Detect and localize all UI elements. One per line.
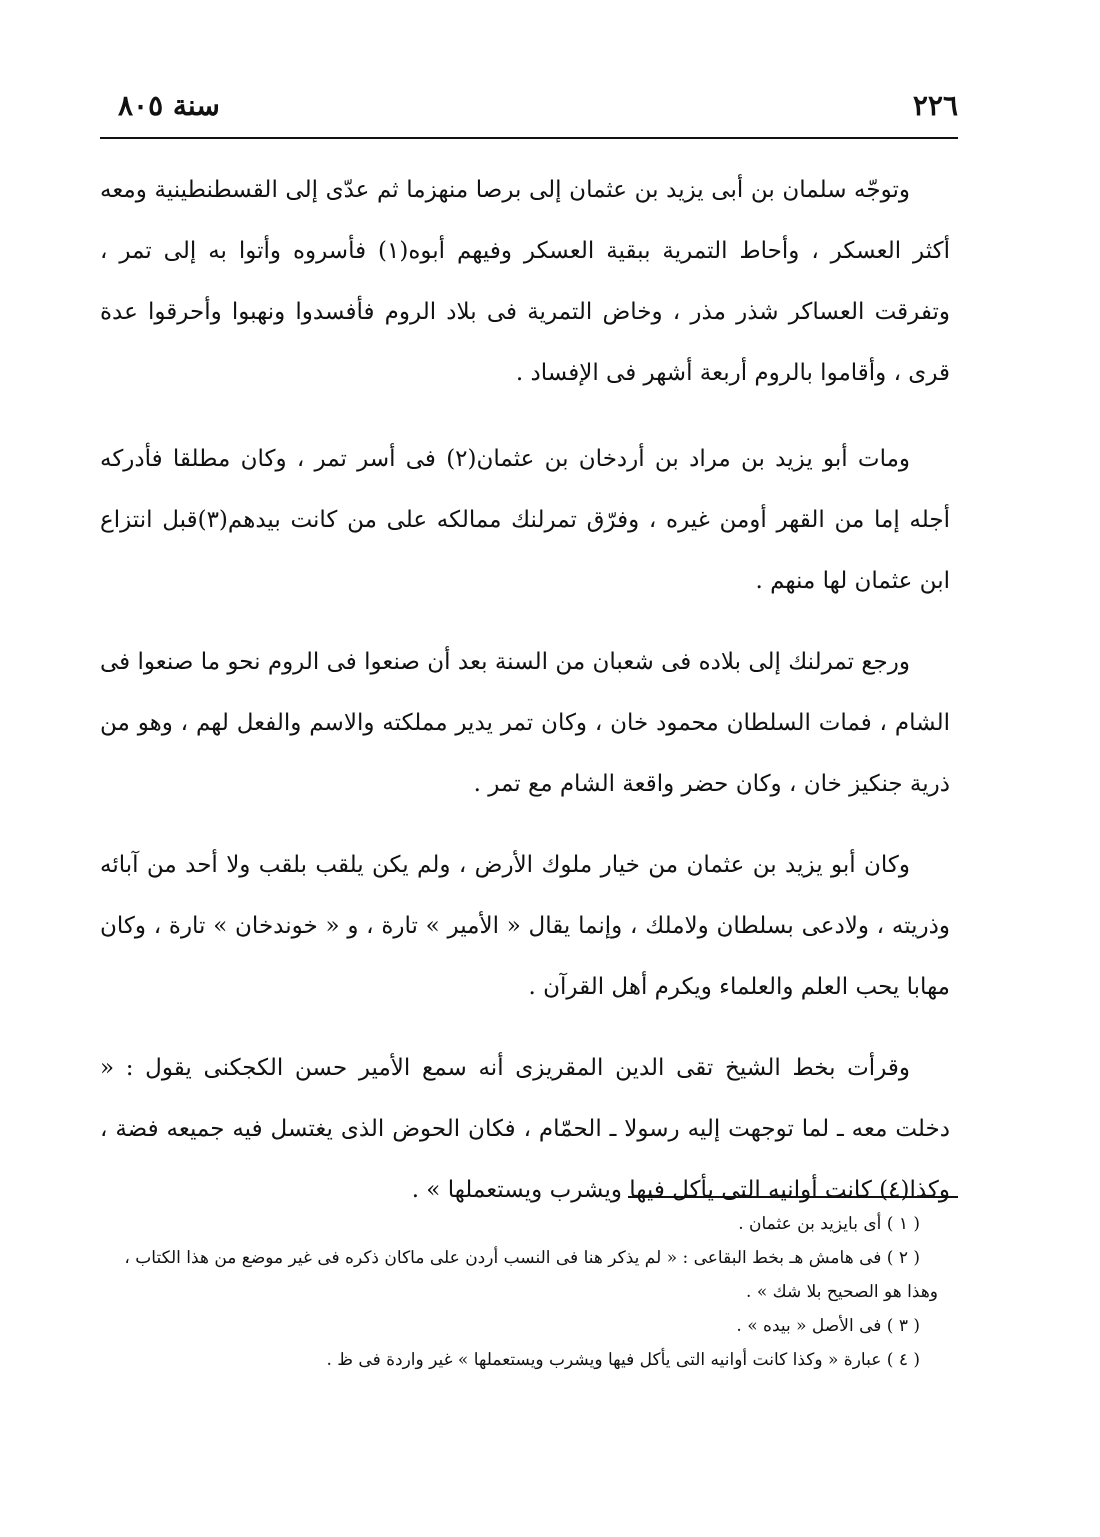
footnote-1: ( ١ ) أى بايزيد بن عثمان .: [738, 1214, 920, 1234]
footnote-4: ( ٤ ) عبارة « وكذا كانت أوانيه التى يأكل فيها ويشرب ويستعملها » غير واردة فى ظ .: [326, 1350, 920, 1370]
paragraph-1: وتوجّه سلمان بن أبى يزيد بن عثمان إلى برصا منهزما ثم عدّى إلى القسطنطينية ومعه أكثر العسكر ، وأحاط التمرية ببقية العسكر وفيهم أبوه(١) فأسروه وأتوا به إلى تمر ، وتفرقت العساكر شذر مذر ، وخاض التمرية فى بلاد الروم فأفسدوا ونهبوا وأحرقوا عدة قرى ، وأقاموا بالروم أربعة أشهر فى الإفساد .: [100, 177, 950, 386]
footnote-divider: [628, 1196, 958, 1198]
page-number: ٢٢٦: [912, 89, 958, 122]
footnote-2-continued: وهذا هو الصحيح بلا شك » .: [746, 1282, 938, 1302]
page-header: [100, 85, 958, 139]
year-heading: سنة ٨٠٥: [118, 89, 220, 122]
paragraph-2: ومات أبو يزيد بن مراد بن أردخان بن عثمان(٢) فى أسر تمر ، وكان مطلقا فأدركه أجله إما من القهر أومن غيره ، وفرّق تمرلنك ممالكه على من كانت بيدهم(٣)قبل انتزاع ابن عثمان لها منهم .: [100, 446, 950, 594]
paragraph-3: ورجع تمرلنك إلى بلاده فى شعبان من السنة بعد أن صنعوا فى الروم نحو ما صنعوا فى الشام ، فمات السلطان محمود خان ، وكان تمر يدير مملكته والاسم والفعل لهم ، وهو من ذرية جنكيز خان ، وكان حضر واقعة الشام مع تمر .: [100, 649, 950, 797]
footnote-3: ( ٣ ) فى الأصل « بيده » .: [736, 1316, 920, 1336]
paragraph-5: وقرأت بخط الشيخ تقى الدين المقريزى أنه سمع الأمير حسن الكجكنى يقول : « دخلت معه ـ لما توجهت إليه رسولا ـ الحمّام ، فكان الحوض الذى يغتسل فيه جميعه فضة ، وكذا(٤) كانت أوانيه التى يأكل فيها ويشرب ويستعملها » .: [100, 1055, 950, 1203]
footnotes: [100, 1207, 950, 1377]
main-text: [100, 160, 950, 1241]
paragraph-4: وكان أبو يزيد بن عثمان من خيار ملوك الأرض ، ولم يكن يلقب بلقب ولا أحد من آبائه وذريته ، ولادعى بسلطان ولاملك ، وإنما يقال « الأمير » تارة ، و « خوندخان » تارة ، وكان مهابا يحب العلم والعلماء ويكرم أهل القرآن .: [100, 852, 950, 1000]
footnote-2: ( ٢ ) فى هامش هـ بخط البقاعى : « لم يذكر هنا فى النسب أردن على ماكان ذكره فى غير موضع من هذا الكتاب ،: [124, 1248, 920, 1268]
